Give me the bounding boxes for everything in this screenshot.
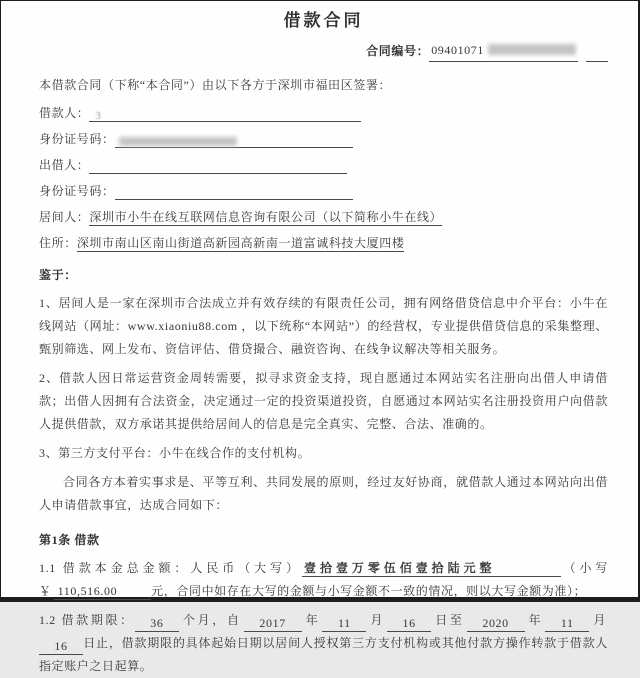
to-label: 日至 — [433, 613, 465, 627]
clause-1-2-suffix: 日止，借款期限的具体起始日期以居间人授权第三方支付机构或其他付款方操作转款于借款人指定账户之日起算。 — [39, 636, 608, 673]
end-month-label: 月 — [591, 613, 606, 627]
party-row-borrower-id — [39, 131, 608, 148]
document-title: 借款合同 — [283, 11, 364, 30]
whereas-heading: 鉴于： — [39, 268, 77, 282]
clause-1-2 — [39, 609, 608, 678]
contract-number-label: 合同编号： — [366, 44, 430, 58]
end-month: 11 — [545, 616, 589, 632]
borrower-value-faint: 3 — [95, 110, 102, 122]
amount-in-figures: 110,516.00 — [54, 584, 152, 600]
contract-number-row — [39, 39, 608, 62]
lender-id-label: 身份证号码： — [39, 184, 115, 198]
borrower-id-label: 身份证号码： — [39, 132, 115, 146]
party-row-lender — [39, 157, 608, 174]
clause-1-1-prefix: 1.1 借款本金总金额：人民币（大写） — [39, 561, 303, 575]
contract-number-field — [429, 39, 578, 62]
contract-number-redaction — [488, 44, 576, 55]
end-day: 16 — [39, 639, 83, 655]
lender-label: 出借人： — [39, 158, 90, 172]
intermediary-label: 居间人： — [39, 210, 90, 224]
article1-heading: 第1条 借款 — [39, 533, 100, 547]
amount-in-words: 壹拾壹万零伍佰壹拾陆元整 — [302, 561, 561, 577]
borrower-label: 借款人： — [39, 106, 90, 120]
clause-1-1-mid: （小写￥ — [39, 561, 608, 598]
lender-id-blank — [115, 185, 353, 200]
loan-term-months: 36 — [135, 616, 179, 632]
start-month: 11 — [322, 616, 366, 632]
whereas-item-2: 2、借款人因日常运营资金周转需要，拟寻求资金支持，现自愿通过本网站实名注册向出借人申请借款；出借人因拥有合法资金，决定通过一定的投资渠道投资，自愿通过本网站实名注册投资用户向借款人提供借款，双方承诺其提供给居间人的信息是完全真实、完整、合法、准确的。 — [39, 371, 608, 431]
contract-number-digits: 09401071 — [431, 43, 484, 57]
clause-1-1 — [39, 557, 608, 603]
party-row-address — [39, 235, 608, 252]
lender-value-blank — [89, 159, 347, 174]
clause-1-2-prefix: 1.2 借款期限： — [39, 613, 135, 627]
clause-1-1-suffix: 元，合同中如存在大写的金额与小写金额不一致的情况，则以大写金额为准）； — [151, 584, 587, 598]
clause-1-2-mid: 个月，自 — [180, 613, 242, 627]
intermediary-value: 深圳市小牛在线互联网信息咨询有限公司（以下简称小牛在线） — [89, 210, 443, 224]
party-row-borrower — [39, 105, 608, 122]
borrower-id-blank — [115, 133, 353, 148]
borrower-id-redaction — [119, 137, 237, 146]
agreement-paragraph: 合同各方本着实事求是、平等互利、共同发展的原则，经过友好协商，就借款人通过本网站向出借人申请借款事宜，达成合同如下： — [39, 475, 608, 512]
start-year-label: 年 — [303, 613, 321, 627]
start-month-label: 月 — [368, 613, 386, 627]
address-value: 深圳市南山区南山街道高新园高新南一道富诚科技大厦四楼 — [76, 236, 405, 250]
start-year: 2017 — [244, 616, 302, 632]
party-row-lender-id — [39, 183, 608, 200]
end-year: 2020 — [467, 616, 525, 632]
end-year-label: 年 — [526, 613, 544, 627]
start-day: 16 — [387, 616, 431, 632]
contract-number-tail-line — [586, 48, 608, 62]
address-label: 住所： — [39, 236, 77, 250]
borrower-value-blank — [89, 107, 361, 122]
intro-line: 本借款合同（下称“本合同”）由以下各方于深圳市福田区签署： — [39, 78, 392, 92]
whereas-item-1: 1、居间人是一家在深圳市合法成立并有效存续的有限责任公司，拥有网络借贷信息中介平台：小牛在线网站（网址：www.xiaoniu88.com ，以下统称“本网站”）的经营权，专业提供借贷信息的采集整理、甄别筛选、网上发布、资信评估、借贷撮合、融资咨询、在线争议解决等相关服务。 — [39, 296, 608, 356]
whereas-item-3: 3、第三方支付平台：小牛在线合作的支付机构。 — [39, 446, 311, 460]
party-row-intermediary — [39, 209, 608, 226]
